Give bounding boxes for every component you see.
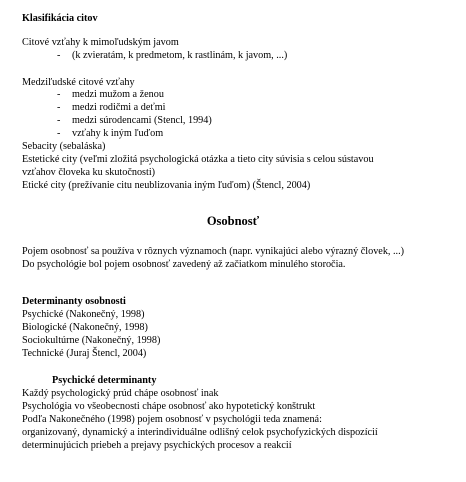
text-line: Medziľudské citové vzťahy (22, 77, 135, 88)
text-line: Estetické city (veľmi zložitá psychologická otázka a tieto city súvisia s celou sústavou (22, 154, 374, 165)
list-item: Technické (Juraj Štencl, 2004) (22, 348, 147, 359)
bullet-dash: - (57, 50, 61, 61)
list-item: Psychické (Nakonečný, 1998) (22, 309, 145, 320)
bullet-item: medzi mužom a ženou (72, 89, 164, 100)
bullet-dash: - (57, 102, 61, 113)
list-item: Biologické (Nakonečný, 1998) (22, 322, 148, 333)
bullet-item: medzi súrodencami (Stencl, 1994) (72, 115, 212, 126)
text-line: Etické city (prežívanie citu neublizovania iným ľuďom) (Štencl, 2004) (22, 180, 311, 191)
text-line: organizovaný, dynamický a interindividuálne odlišný celok psychofyzických dispozícií (22, 427, 378, 438)
bullet-dash: - (57, 115, 61, 126)
bullet-item: medzi rodičmi a deťmi (72, 102, 166, 113)
text-line: Do psychológie bol pojem osobnosť zavedený až začiatkom minulého storočia. (22, 259, 346, 270)
bullet-item: vzťahy k iným ľuďom (72, 128, 164, 139)
text-line: Podľa Nakonečného (1998) pojem osobnosť v psychológii teda znamená: (22, 414, 322, 425)
text-line: Pojem osobnosť sa používa v rôznych významoch (napr. vynikajúci alebo výrazný človek, ...) (22, 246, 405, 257)
section-title-determinanty: Determinanty osobnosti (22, 296, 126, 307)
bullet-dash: - (57, 89, 61, 100)
list-item: Sociokultúrne (Nakonečný, 1998) (22, 335, 161, 346)
text-line: Sebacity (sebaláska) (22, 141, 106, 152)
text-line: Citové vzťahy k mimoľudským javom (22, 37, 179, 48)
section-title-klasifikacia: Klasifikácia citov (22, 13, 98, 24)
text-line: Psychológia vo všeobecnosti chápe osobnosť ako hypotetický konštrukt (22, 401, 316, 412)
section-title-psychicke: Psychické determinanty (52, 375, 157, 386)
text-line: determinujúcich priebeh a prejavy psychických procesov a reakcií (22, 440, 292, 451)
text-line: (k zvieratám, k predmetom, k rastlinám, k javom, ...) (72, 50, 288, 61)
bullet-dash: - (57, 128, 61, 139)
section-title-osobnost: Osobnosť (206, 214, 260, 228)
text-line: Každý psychologický prúd chápe osobnosť inak (22, 388, 219, 399)
text-line: vzťahov človeka ku skutočnosti) (22, 167, 156, 178)
